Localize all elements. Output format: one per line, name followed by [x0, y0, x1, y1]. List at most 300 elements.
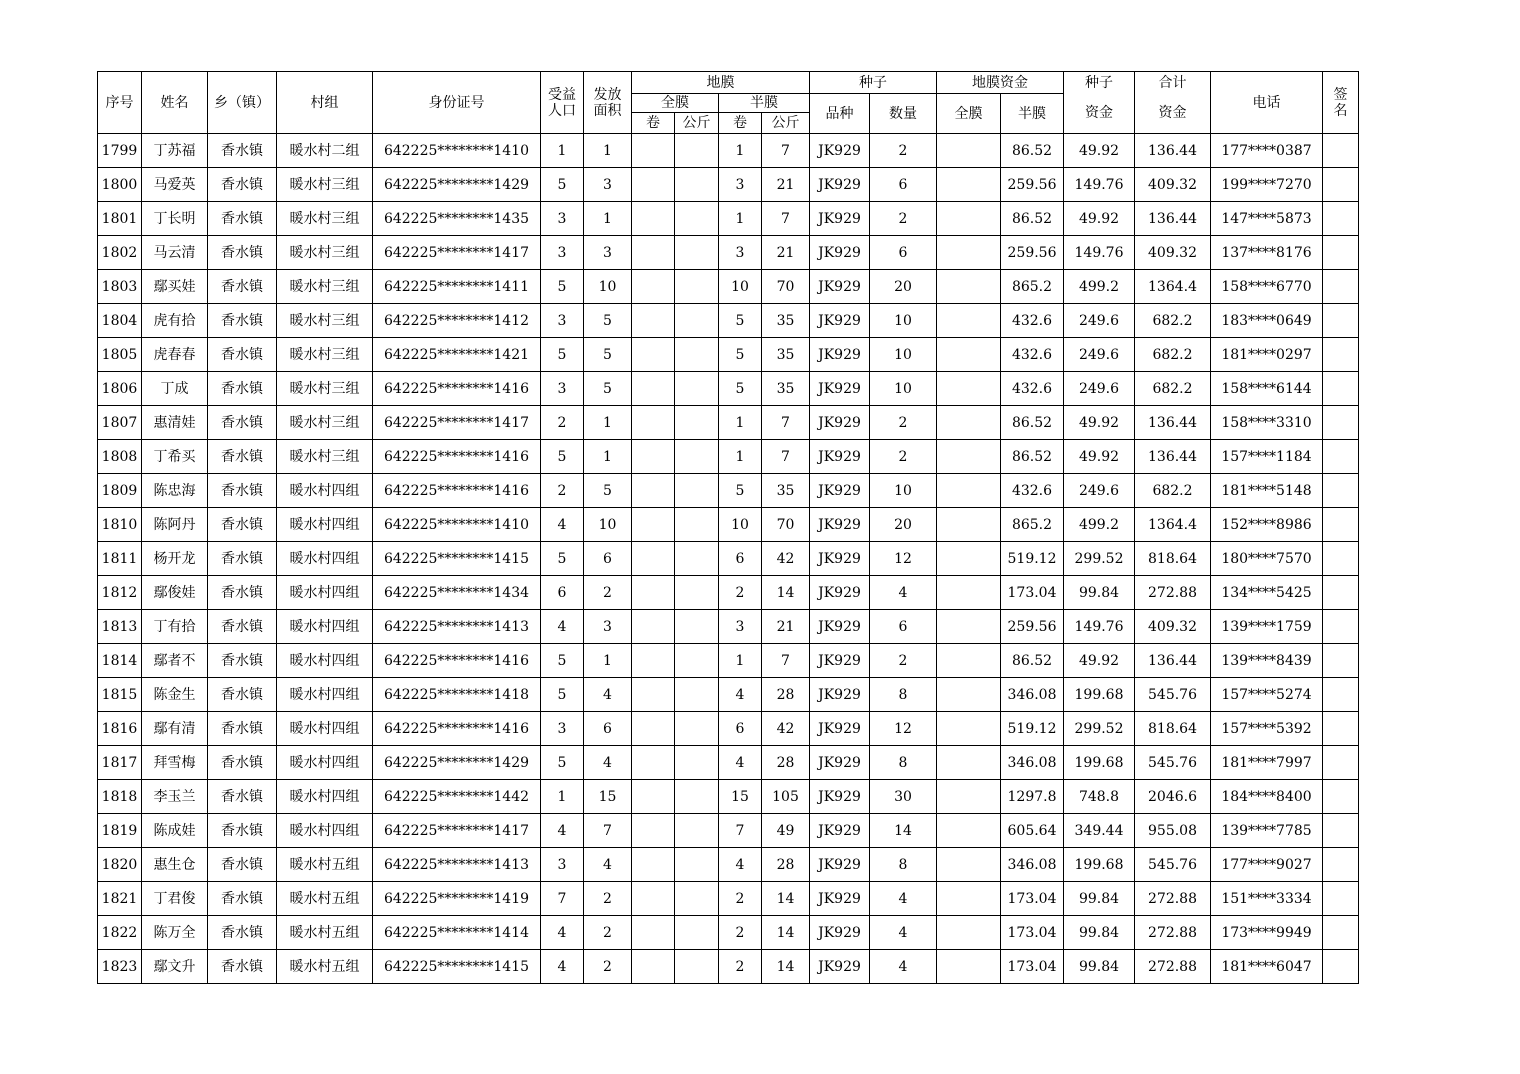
fund-half-cell: 432.6: [1001, 304, 1064, 338]
half-roll-cell: 2: [719, 576, 762, 610]
signature-cell: [1323, 508, 1359, 542]
town-cell: 香水镇: [208, 440, 277, 474]
id-cell: 642225********1416: [373, 474, 541, 508]
full-roll-cell: [632, 236, 675, 270]
half-roll-cell: 1: [719, 406, 762, 440]
seed-fund-cell: 49.92: [1064, 202, 1135, 236]
seed-fund-cell: 199.68: [1064, 746, 1135, 780]
table-row: [98, 338, 1359, 372]
id-cell: 642225********1413: [373, 610, 541, 644]
variety-cell: JK929: [810, 508, 870, 542]
beneficiaries-cell: 5: [541, 440, 584, 474]
header-full-roll: 卷: [632, 113, 675, 134]
village-cell: 暖水村三组: [277, 440, 373, 474]
full-roll-cell: [632, 372, 675, 406]
half-roll-cell: 6: [719, 542, 762, 576]
town-cell: 香水镇: [208, 270, 277, 304]
half-kg-cell: 28: [762, 678, 810, 712]
full-kg-cell: [675, 610, 719, 644]
beneficiaries-cell: 6: [541, 576, 584, 610]
signature-cell: [1323, 474, 1359, 508]
area-cell: 1: [584, 202, 632, 236]
seq-cell: 1802: [98, 236, 142, 270]
quantity-cell: 6: [870, 168, 937, 202]
full-roll-cell: [632, 610, 675, 644]
fund-half-cell: 173.04: [1001, 882, 1064, 916]
quantity-cell: 6: [870, 236, 937, 270]
seed-fund-cell: 249.6: [1064, 338, 1135, 372]
name-cell: 丁苏福: [142, 134, 208, 168]
seed-fund-cell: 149.76: [1064, 168, 1135, 202]
quantity-cell: 8: [870, 678, 937, 712]
total-fund-cell: 545.76: [1135, 848, 1211, 882]
area-cell: 1: [584, 406, 632, 440]
area-cell: 4: [584, 848, 632, 882]
town-cell: 香水镇: [208, 644, 277, 678]
table-row: [98, 950, 1359, 984]
area-cell: 2: [584, 576, 632, 610]
phone-cell: 137****8176: [1211, 236, 1323, 270]
fund-full-cell: [937, 678, 1001, 712]
area-cell: 5: [584, 474, 632, 508]
fund-full-cell: [937, 406, 1001, 440]
town-cell: 香水镇: [208, 406, 277, 440]
variety-cell: JK929: [810, 916, 870, 950]
area-cell: 1: [584, 134, 632, 168]
half-kg-cell: 35: [762, 372, 810, 406]
id-cell: 642225********1442: [373, 780, 541, 814]
full-kg-cell: [675, 746, 719, 780]
seed-fund-cell: 748.8: [1064, 780, 1135, 814]
id-cell: 642225********1435: [373, 202, 541, 236]
table-row: [98, 202, 1359, 236]
table-row: [98, 780, 1359, 814]
half-roll-cell: 7: [719, 814, 762, 848]
total-fund-cell: 409.32: [1135, 168, 1211, 202]
half-roll-cell: 3: [719, 236, 762, 270]
fund-half-cell: 519.12: [1001, 542, 1064, 576]
full-kg-cell: [675, 168, 719, 202]
header-name: 姓名: [142, 72, 208, 134]
table-row: [98, 304, 1359, 338]
beneficiaries-cell: 2: [541, 474, 584, 508]
fund-half-cell: 259.56: [1001, 236, 1064, 270]
name-cell: 陈阿丹: [142, 508, 208, 542]
seq-cell: 1800: [98, 168, 142, 202]
quantity-cell: 4: [870, 916, 937, 950]
quantity-cell: 10: [870, 304, 937, 338]
signature-cell: [1323, 270, 1359, 304]
phone-cell: 158****6770: [1211, 270, 1323, 304]
variety-cell: JK929: [810, 542, 870, 576]
beneficiaries-cell: 5: [541, 542, 584, 576]
name-cell: 鄢文升: [142, 950, 208, 984]
header-area: 发放面积: [584, 72, 632, 134]
half-roll-cell: 3: [719, 610, 762, 644]
half-roll-cell: 1: [719, 644, 762, 678]
half-kg-cell: 35: [762, 474, 810, 508]
quantity-cell: 8: [870, 848, 937, 882]
table-row: [98, 406, 1359, 440]
half-roll-cell: 2: [719, 950, 762, 984]
signature-cell: [1323, 134, 1359, 168]
full-kg-cell: [675, 406, 719, 440]
variety-cell: JK929: [810, 474, 870, 508]
town-cell: 香水镇: [208, 304, 277, 338]
seed-fund-cell: 99.84: [1064, 950, 1135, 984]
quantity-cell: 4: [870, 882, 937, 916]
header-fund-full: 全膜: [937, 94, 1001, 134]
signature-cell: [1323, 304, 1359, 338]
phone-cell: 139****1759: [1211, 610, 1323, 644]
name-cell: 陈成娃: [142, 814, 208, 848]
signature-cell: [1323, 848, 1359, 882]
town-cell: 香水镇: [208, 576, 277, 610]
area-cell: 6: [584, 712, 632, 746]
quantity-cell: 4: [870, 950, 937, 984]
quantity-cell: 20: [870, 270, 937, 304]
fund-half-cell: 432.6: [1001, 372, 1064, 406]
header-full-kg: 公斤: [675, 113, 719, 134]
quantity-cell: 2: [870, 440, 937, 474]
full-kg-cell: [675, 678, 719, 712]
full-roll-cell: [632, 746, 675, 780]
fund-full-cell: [937, 134, 1001, 168]
name-cell: 惠清娃: [142, 406, 208, 440]
total-fund-cell: 272.88: [1135, 576, 1211, 610]
beneficiaries-cell: 3: [541, 372, 584, 406]
table-row: [98, 882, 1359, 916]
beneficiaries-cell: 4: [541, 814, 584, 848]
header-seed-fund-top: 种子: [1064, 72, 1135, 94]
signature-cell: [1323, 712, 1359, 746]
total-fund-cell: 682.2: [1135, 338, 1211, 372]
half-kg-cell: 70: [762, 270, 810, 304]
fund-half-cell: 86.52: [1001, 644, 1064, 678]
id-cell: 642225********1429: [373, 168, 541, 202]
quantity-cell: 6: [870, 610, 937, 644]
fund-full-cell: [937, 440, 1001, 474]
seed-fund-cell: 349.44: [1064, 814, 1135, 848]
signature-cell: [1323, 576, 1359, 610]
full-kg-cell: [675, 474, 719, 508]
beneficiaries-cell: 4: [541, 950, 584, 984]
header-half-kg: 公斤: [762, 113, 810, 134]
variety-cell: JK929: [810, 236, 870, 270]
area-cell: 5: [584, 338, 632, 372]
total-fund-cell: 1364.4: [1135, 508, 1211, 542]
full-kg-cell: [675, 712, 719, 746]
signature-cell: [1323, 780, 1359, 814]
full-roll-cell: [632, 474, 675, 508]
quantity-cell: 8: [870, 746, 937, 780]
variety-cell: JK929: [810, 678, 870, 712]
quantity-cell: 2: [870, 644, 937, 678]
header-film: 地膜: [632, 72, 810, 94]
fund-half-cell: 605.64: [1001, 814, 1064, 848]
seq-cell: 1822: [98, 916, 142, 950]
seed-fund-cell: 99.84: [1064, 576, 1135, 610]
seed-fund-cell: 99.84: [1064, 916, 1135, 950]
area-cell: 3: [584, 610, 632, 644]
seq-cell: 1811: [98, 542, 142, 576]
phone-cell: 173****9949: [1211, 916, 1323, 950]
beneficiaries-cell: 4: [541, 508, 584, 542]
half-roll-cell: 4: [719, 746, 762, 780]
signature-cell: [1323, 236, 1359, 270]
half-kg-cell: 70: [762, 508, 810, 542]
header-fund-half: 半膜: [1001, 94, 1064, 134]
fund-full-cell: [937, 304, 1001, 338]
variety-cell: JK929: [810, 610, 870, 644]
half-kg-cell: 21: [762, 168, 810, 202]
village-cell: 暖水村五组: [277, 950, 373, 984]
variety-cell: JK929: [810, 168, 870, 202]
name-cell: 鄢者不: [142, 644, 208, 678]
full-kg-cell: [675, 202, 719, 236]
village-cell: 暖水村三组: [277, 236, 373, 270]
full-roll-cell: [632, 916, 675, 950]
fund-half-cell: 173.04: [1001, 576, 1064, 610]
seq-cell: 1804: [98, 304, 142, 338]
fund-full-cell: [937, 882, 1001, 916]
seed-fund-cell: 49.92: [1064, 644, 1135, 678]
full-kg-cell: [675, 950, 719, 984]
half-roll-cell: 4: [719, 848, 762, 882]
table-row: [98, 372, 1359, 406]
header-phone: 电话: [1211, 72, 1323, 134]
seq-cell: 1806: [98, 372, 142, 406]
full-kg-cell: [675, 780, 719, 814]
signature-cell: [1323, 882, 1359, 916]
fund-full-cell: [937, 712, 1001, 746]
beneficiaries-cell: 5: [541, 270, 584, 304]
signature-cell: [1323, 950, 1359, 984]
beneficiaries-cell: 1: [541, 780, 584, 814]
fund-half-cell: 432.6: [1001, 474, 1064, 508]
name-cell: 鄢俊娃: [142, 576, 208, 610]
phone-cell: 177****0387: [1211, 134, 1323, 168]
village-cell: 暖水村三组: [277, 406, 373, 440]
phone-cell: 199****7270: [1211, 168, 1323, 202]
fund-full-cell: [937, 916, 1001, 950]
name-cell: 虎春春: [142, 338, 208, 372]
seq-cell: 1808: [98, 440, 142, 474]
quantity-cell: 12: [870, 712, 937, 746]
village-cell: 暖水村三组: [277, 202, 373, 236]
fund-half-cell: 346.08: [1001, 678, 1064, 712]
header-half-roll: 卷: [719, 113, 762, 134]
fund-half-cell: 173.04: [1001, 950, 1064, 984]
table-row: [98, 746, 1359, 780]
full-roll-cell: [632, 134, 675, 168]
phone-cell: 139****7785: [1211, 814, 1323, 848]
table-row: [98, 576, 1359, 610]
total-fund-cell: 409.32: [1135, 610, 1211, 644]
full-kg-cell: [675, 236, 719, 270]
id-cell: 642225********1414: [373, 916, 541, 950]
area-cell: 2: [584, 882, 632, 916]
table-row: [98, 610, 1359, 644]
id-cell: 642225********1417: [373, 236, 541, 270]
table-row: [98, 542, 1359, 576]
village-cell: 暖水村四组: [277, 610, 373, 644]
header-id: 身份证号: [373, 72, 541, 134]
phone-cell: 157****1184: [1211, 440, 1323, 474]
seq-cell: 1814: [98, 644, 142, 678]
area-cell: 5: [584, 372, 632, 406]
fund-full-cell: [937, 644, 1001, 678]
total-fund-cell: 136.44: [1135, 406, 1211, 440]
village-cell: 暖水村四组: [277, 644, 373, 678]
signature-cell: [1323, 406, 1359, 440]
fund-full-cell: [937, 236, 1001, 270]
table-row: [98, 440, 1359, 474]
table-row: [98, 474, 1359, 508]
village-cell: 暖水村三组: [277, 338, 373, 372]
full-kg-cell: [675, 372, 719, 406]
village-cell: 暖水村三组: [277, 270, 373, 304]
fund-full-cell: [937, 338, 1001, 372]
name-cell: 陈万全: [142, 916, 208, 950]
id-cell: 642225********1411: [373, 270, 541, 304]
variety-cell: JK929: [810, 406, 870, 440]
total-fund-cell: 682.2: [1135, 372, 1211, 406]
phone-cell: 147****5873: [1211, 202, 1323, 236]
village-cell: 暖水村五组: [277, 882, 373, 916]
fund-full-cell: [937, 610, 1001, 644]
town-cell: 香水镇: [208, 916, 277, 950]
fund-half-cell: 432.6: [1001, 338, 1064, 372]
area-cell: 2: [584, 950, 632, 984]
signature-cell: [1323, 916, 1359, 950]
id-cell: 642225********1417: [373, 814, 541, 848]
beneficiaries-cell: 3: [541, 712, 584, 746]
beneficiaries-cell: 4: [541, 916, 584, 950]
area-cell: 5: [584, 304, 632, 338]
fund-full-cell: [937, 780, 1001, 814]
quantity-cell: 14: [870, 814, 937, 848]
half-roll-cell: 2: [719, 916, 762, 950]
seed-fund-cell: 249.6: [1064, 474, 1135, 508]
full-roll-cell: [632, 338, 675, 372]
area-cell: 4: [584, 678, 632, 712]
header-variety: 品种: [810, 94, 870, 134]
variety-cell: JK929: [810, 950, 870, 984]
half-kg-cell: 35: [762, 304, 810, 338]
header-quantity: 数量: [870, 94, 937, 134]
full-kg-cell: [675, 508, 719, 542]
full-roll-cell: [632, 508, 675, 542]
fund-full-cell: [937, 474, 1001, 508]
total-fund-cell: 545.76: [1135, 746, 1211, 780]
full-kg-cell: [675, 576, 719, 610]
full-kg-cell: [675, 440, 719, 474]
signature-cell: [1323, 610, 1359, 644]
half-kg-cell: 21: [762, 236, 810, 270]
id-cell: 642225********1416: [373, 644, 541, 678]
seed-fund-cell: 299.52: [1064, 542, 1135, 576]
full-roll-cell: [632, 542, 675, 576]
total-fund-cell: 2046.6: [1135, 780, 1211, 814]
seq-cell: 1823: [98, 950, 142, 984]
header-beneficiaries: 受益人口: [541, 72, 584, 134]
beneficiaries-cell: 3: [541, 848, 584, 882]
phone-cell: 157****5392: [1211, 712, 1323, 746]
total-fund-cell: 272.88: [1135, 950, 1211, 984]
town-cell: 香水镇: [208, 882, 277, 916]
quantity-cell: 10: [870, 338, 937, 372]
seq-cell: 1805: [98, 338, 142, 372]
half-kg-cell: 28: [762, 848, 810, 882]
full-roll-cell: [632, 780, 675, 814]
fund-full-cell: [937, 508, 1001, 542]
table-row: [98, 814, 1359, 848]
phone-cell: 181****6047: [1211, 950, 1323, 984]
header-total-top: 合计: [1135, 72, 1211, 94]
beneficiaries-cell: 3: [541, 202, 584, 236]
seed-fund-cell: 249.6: [1064, 372, 1135, 406]
header-film-half: 半膜: [719, 94, 810, 113]
total-fund-cell: 409.32: [1135, 236, 1211, 270]
fund-half-cell: 86.52: [1001, 202, 1064, 236]
village-cell: 暖水村四组: [277, 542, 373, 576]
fund-half-cell: 259.56: [1001, 610, 1064, 644]
village-cell: 暖水村三组: [277, 168, 373, 202]
total-fund-cell: 818.64: [1135, 712, 1211, 746]
area-cell: 1: [584, 644, 632, 678]
area-cell: 2: [584, 916, 632, 950]
name-cell: 陈忠海: [142, 474, 208, 508]
quantity-cell: 2: [870, 406, 937, 440]
beneficiaries-cell: 2: [541, 406, 584, 440]
id-cell: 642225********1415: [373, 950, 541, 984]
full-kg-cell: [675, 814, 719, 848]
seed-fund-cell: 199.68: [1064, 678, 1135, 712]
table-row: [98, 508, 1359, 542]
quantity-cell: 2: [870, 134, 937, 168]
phone-cell: 139****8439: [1211, 644, 1323, 678]
full-roll-cell: [632, 168, 675, 202]
header-village: 村组: [277, 72, 373, 134]
half-kg-cell: 14: [762, 916, 810, 950]
village-cell: 暖水村二组: [277, 134, 373, 168]
table-row: [98, 236, 1359, 270]
seq-cell: 1813: [98, 610, 142, 644]
signature-cell: [1323, 814, 1359, 848]
fund-full-cell: [937, 372, 1001, 406]
seq-cell: 1815: [98, 678, 142, 712]
village-cell: 暖水村四组: [277, 780, 373, 814]
town-cell: 香水镇: [208, 372, 277, 406]
seq-cell: 1799: [98, 134, 142, 168]
fund-full-cell: [937, 848, 1001, 882]
town-cell: 香水镇: [208, 746, 277, 780]
fund-full-cell: [937, 542, 1001, 576]
half-roll-cell: 3: [719, 168, 762, 202]
phone-cell: 157****5274: [1211, 678, 1323, 712]
beneficiaries-cell: 5: [541, 644, 584, 678]
town-cell: 香水镇: [208, 678, 277, 712]
id-cell: 642225********1415: [373, 542, 541, 576]
half-roll-cell: 1: [719, 202, 762, 236]
distribution-table: [97, 71, 1359, 984]
name-cell: 陈金生: [142, 678, 208, 712]
name-cell: 杨开龙: [142, 542, 208, 576]
full-roll-cell: [632, 576, 675, 610]
area-cell: 1: [584, 440, 632, 474]
fund-full-cell: [937, 202, 1001, 236]
